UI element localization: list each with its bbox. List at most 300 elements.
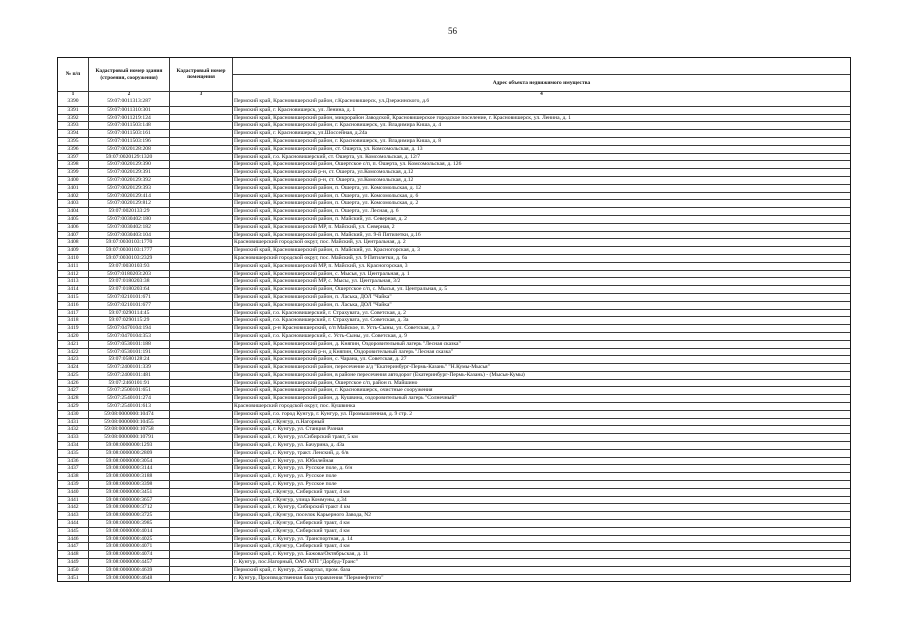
room-cadastral-number xyxy=(169,536,232,543)
room-cadastral-number xyxy=(169,98,232,106)
row-number: 3447 xyxy=(67,543,79,550)
building-cadastral-number: 59:07:0011219:124 xyxy=(88,115,169,122)
room-cadastral-number xyxy=(169,263,232,270)
building-cadastral-number: 59:07:0020129:393 xyxy=(88,185,169,192)
room-cadastral-number xyxy=(169,543,232,550)
room-cadastral-number xyxy=(169,395,232,402)
row-number: 3439 xyxy=(67,481,79,488)
table-row xyxy=(58,121,850,129)
room-cadastral-number xyxy=(169,575,232,582)
building-cadastral-number: 59:08:0000000:1293 xyxy=(88,442,169,449)
row-number: 3412 xyxy=(67,270,79,277)
row-number: 3435 xyxy=(67,449,79,456)
header-room-cadastral-number: Кадастровый номер помещения xyxy=(169,58,232,91)
room-cadastral-number xyxy=(169,130,232,137)
room-cadastral-number xyxy=(169,559,232,566)
table-row xyxy=(58,566,850,574)
building-cadastral-number: 59:08:0000000:3985 xyxy=(88,520,169,527)
building-cadastral-number: 59:07:0030103:1777 xyxy=(88,247,169,254)
property-address: Пермский край, Красновишерский район, п. Майский, ул. Северная, д. 2 xyxy=(232,216,850,223)
row-number: 3395 xyxy=(67,137,79,144)
building-cadastral-number: 59:08:0000000:3451 xyxy=(88,489,169,496)
row-number: 3445 xyxy=(67,527,79,534)
table-row xyxy=(58,535,850,543)
header-row-number: № п/п xyxy=(65,71,81,78)
building-cadastral-number: 59:07:2400101:481 xyxy=(88,372,169,379)
table-row xyxy=(58,223,850,231)
row-number: 3408 xyxy=(67,239,79,246)
building-cadastral-number: 59:07:0011503:161 xyxy=(88,130,169,137)
row-number: 3432 xyxy=(67,426,79,433)
building-cadastral-number: 59:08:0000000:3712 xyxy=(88,504,169,511)
property-address: Пермский край, г.о. Красновишерский, г. Страхувата, ул. Советская, д. 3а xyxy=(232,317,850,324)
table-row xyxy=(58,519,850,527)
column-numbers-row xyxy=(58,91,850,98)
row-number: 3415 xyxy=(67,293,79,300)
row-number: 3409 xyxy=(67,247,79,254)
table-row xyxy=(58,106,850,114)
property-address: Пермский край, г. Кунгур, ул.Сибирский тракт, 5 км xyxy=(232,434,850,441)
table-row xyxy=(58,480,850,488)
table-row xyxy=(58,433,850,441)
row-number: 3411 xyxy=(67,262,79,269)
property-address: Пермский край, Красновишерский район, п. Ошерта, ул. Комсомольская, д. 6 xyxy=(232,193,850,200)
building-cadastral-number: 59:08:0000000:10791 xyxy=(88,434,169,441)
row-number: 3407 xyxy=(67,231,79,238)
table-row xyxy=(58,254,850,262)
building-cadastral-number: 59:08:0000000:3657 xyxy=(88,497,169,504)
building-cadastral-number: 59:08:0000000:2809 xyxy=(88,450,169,457)
table-row xyxy=(58,511,850,519)
table-row xyxy=(58,410,850,418)
building-cadastral-number: 59:08:0000000:4025 xyxy=(88,536,169,543)
table-row xyxy=(58,145,850,153)
row-number: 3414 xyxy=(67,286,79,293)
property-address: Пермский край, Красновишерский район, Ошертское с/п, с. Мысья, ул. Центральная, д. 5 xyxy=(232,286,850,293)
row-number: 3433 xyxy=(67,434,79,441)
row-number: 3424 xyxy=(67,364,79,371)
room-cadastral-number xyxy=(169,310,232,317)
room-cadastral-number xyxy=(169,341,232,348)
table-row xyxy=(58,441,850,449)
room-cadastral-number xyxy=(169,426,232,433)
building-cadastral-number: 59:07:2540101:613 xyxy=(88,403,169,410)
property-address: Пермский край, г.Кунгур, Сибирский тракт, 4 км xyxy=(232,543,850,550)
row-number: 3429 xyxy=(67,403,79,410)
row-number: 3431 xyxy=(67,418,79,425)
table-row xyxy=(58,503,850,511)
table-row xyxy=(58,371,850,379)
property-address: Пермский край, Красновишерский МР, п. Майский, ул. Красногорская, 3 xyxy=(232,263,850,270)
building-cadastral-number: 59:07:0020129:812 xyxy=(88,200,169,207)
building-cadastral-number: 59:08:0000000:4074 xyxy=(88,551,169,558)
table-row xyxy=(58,340,850,348)
property-address: Пермский край, Красновишерский р-н, д Княпин, Оздоровительный лагерь "Лесная сказка" xyxy=(232,349,850,356)
building-cadastral-number: 59:08:0000000:4014 xyxy=(88,528,169,535)
row-number: 3437 xyxy=(67,465,79,472)
room-cadastral-number xyxy=(169,567,232,574)
room-cadastral-number xyxy=(169,380,232,387)
building-cadastral-number: 59:07:2500101:651 xyxy=(88,387,169,394)
table-row xyxy=(58,542,850,550)
property-address: Пермский край, г.Кунгур, п.Нагорный xyxy=(232,419,850,426)
property-address: Пермский край, г. Кунгур, ул. Русское поле, д. 6/н xyxy=(232,465,850,472)
row-number: 3398 xyxy=(67,161,79,168)
row-number: 3449 xyxy=(67,559,79,566)
property-address: Пермский край, г.Кунгур, Сибирский тракт, 4 км xyxy=(232,520,850,527)
room-cadastral-number xyxy=(169,387,232,394)
header-address-group xyxy=(232,58,850,91)
room-cadastral-number xyxy=(169,138,232,145)
row-number: 3410 xyxy=(67,254,79,261)
building-cadastral-number: 59:08:0000000:3398 xyxy=(88,481,169,488)
table-header xyxy=(58,58,850,91)
row-number: 3392 xyxy=(67,114,79,121)
room-cadastral-number xyxy=(169,481,232,488)
table-row xyxy=(58,215,850,223)
table-row xyxy=(58,129,850,137)
table-row xyxy=(58,262,850,270)
table-row xyxy=(58,98,850,106)
property-address: Пермский край, Красновишерский МР, п. Майский, ул. Северная, 2 xyxy=(232,224,850,231)
row-number: 3421 xyxy=(67,340,79,347)
row-number: 3397 xyxy=(67,153,79,160)
property-address: Пермский край, г. Кунгур, Сибирский тракт 4 км xyxy=(232,504,850,511)
building-cadastral-number: 59:08:0000000:4071 xyxy=(88,543,169,550)
table-row xyxy=(58,270,850,278)
table-row xyxy=(58,153,850,161)
property-address: Пермский край, Красновишерский р-н, ст. Ошерта, ул.Комсомольская, д.12 xyxy=(232,169,850,176)
building-cadastral-number: 59:07:0290114:45 xyxy=(88,310,169,317)
room-cadastral-number xyxy=(169,372,232,379)
table-body xyxy=(58,98,850,581)
property-address: Пермский край, Красновишерский район, п. Ошерта, ул. Комсомольская, д. 2 xyxy=(232,200,850,207)
property-address: Красновишерский городской округ, пос. Майский, ул. 9 Пятилетки, д. 6а xyxy=(232,255,850,262)
row-number: 3440 xyxy=(67,488,79,495)
table-row xyxy=(58,316,850,324)
building-cadastral-number: 59:07:0020129:390 xyxy=(88,161,169,168)
table-row xyxy=(58,199,850,207)
row-number: 3443 xyxy=(67,512,79,519)
property-address: Пермский край, Красновишерский район, ст. Ошерта, ул. Комсомольская, д. 13 xyxy=(232,146,850,153)
building-cadastral-number: 59:07:0030103:2329 xyxy=(88,255,169,262)
table-row xyxy=(58,527,850,535)
table-row xyxy=(58,363,850,371)
building-cadastral-number: 59:08:0000000:10455 xyxy=(88,419,169,426)
building-cadastral-number: 59:07:0470104:353 xyxy=(88,333,169,340)
table-row xyxy=(58,301,850,309)
building-cadastral-number: 59:07:0020128:208 xyxy=(88,146,169,153)
room-cadastral-number xyxy=(169,504,232,511)
property-address: Красновишерский городской округ, пос. Кушвинка xyxy=(232,403,850,410)
property-address: Пермский край, Красновишерский район, г.Красновишерск, ул.Дзержинского, д.6 xyxy=(232,98,850,106)
building-cadastral-number: 59:07:0180203:203 xyxy=(88,271,169,278)
building-cadastral-number: 59:07:0030103:1770 xyxy=(88,239,169,246)
header-building-cadastral-number: Кадастровый номер здания (строения, сооружения) xyxy=(88,58,169,91)
property-address: Пермский край, Красновишерский район, п. Ошерта, ул. Лесная, д. 6 xyxy=(232,208,850,215)
row-number: 3425 xyxy=(67,371,79,378)
property-address: Пермский край, Красновишерский район, Ошертское с/п, район п. Майшино xyxy=(232,380,850,387)
property-address: Пермский край, г. Красновишерск, ул. Ленина, д. 1 xyxy=(232,107,850,114)
room-cadastral-number xyxy=(169,177,232,184)
property-address: Пермский край, г.Кунгур, Сибирский тракт, 4 км xyxy=(232,528,850,535)
row-number: 3444 xyxy=(67,520,79,527)
table-row xyxy=(58,309,850,317)
room-cadastral-number xyxy=(169,333,232,340)
column-number: 3 xyxy=(169,92,232,98)
table-row xyxy=(58,192,850,200)
header-address-top xyxy=(233,58,850,75)
property-address: Пермский край, г.о. Красновишерский, с. Усть-Сыны, ул. Советская, д. 9 xyxy=(232,333,850,340)
room-cadastral-number xyxy=(169,286,232,293)
building-cadastral-number: 59:08:0000000:3144 xyxy=(88,465,169,472)
property-address: Пермский край, г. Кунгур, ул. Бачурина, д. 43а xyxy=(232,442,850,449)
row-number: 3426 xyxy=(67,379,79,386)
building-cadastral-number: 59:07:0580128:24 xyxy=(88,356,169,363)
table-row xyxy=(58,550,850,558)
table-row xyxy=(58,574,850,582)
header-address: Адрес объекта недвижимого имущества xyxy=(492,79,591,86)
room-cadastral-number xyxy=(169,146,232,153)
row-number: 3401 xyxy=(67,184,79,191)
building-cadastral-number: 59:07:0210101:677 xyxy=(88,302,169,309)
room-cadastral-number xyxy=(169,528,232,535)
room-cadastral-number xyxy=(169,232,232,239)
building-cadastral-number: 59:07:0470104:194 xyxy=(88,325,169,332)
property-address: Пермский край, Красновишерский район, п. Ласька, ДОЛ "Чайка" xyxy=(232,294,850,301)
property-address: Пермский край, г. Кунгур, ул. Станция Разная xyxy=(232,426,850,433)
table-row xyxy=(58,285,850,293)
room-cadastral-number xyxy=(169,520,232,527)
property-address: Пермский край, Красновишерский район, г. Красновишерск, ул. Владимира Киша, д. 4 xyxy=(232,122,850,129)
row-number: 3405 xyxy=(67,215,79,222)
table-row xyxy=(58,184,850,192)
table-row xyxy=(58,176,850,184)
room-cadastral-number xyxy=(169,497,232,504)
table-row xyxy=(58,449,850,457)
room-cadastral-number xyxy=(169,200,232,207)
room-cadastral-number xyxy=(169,473,232,480)
building-cadastral-number: 59:08:0000000:10474 xyxy=(88,411,169,418)
property-address: Пермский край, Красновишерский МР, с. Мысы, ул. Центральная, 3/2 xyxy=(232,278,850,285)
column-number: 2 xyxy=(88,92,169,98)
room-cadastral-number xyxy=(169,442,232,449)
row-number: 3404 xyxy=(67,208,79,215)
room-cadastral-number xyxy=(169,434,232,441)
row-number: 3441 xyxy=(67,496,79,503)
property-address: Пермский край, г.о. город Кунгур, г. Кунгур, ул. Промышленная, д. 9 стр. 2 xyxy=(232,411,850,418)
row-number: 3390 xyxy=(67,98,79,104)
row-number: 3391 xyxy=(67,106,79,113)
row-number: 3417 xyxy=(67,309,79,316)
table-row xyxy=(58,558,850,566)
table-row xyxy=(58,293,850,301)
row-number: 3446 xyxy=(67,535,79,542)
table-row xyxy=(58,207,850,215)
property-address: Пермский край, г. Кунгур, тракт. Ленский, д. 6/в xyxy=(232,450,850,457)
table-row xyxy=(58,246,850,254)
row-number: 3436 xyxy=(67,457,79,464)
property-address: Пермский край, Красновишерский район, п. Майский, ул. Красногорская, д. 3 xyxy=(232,247,850,254)
room-cadastral-number xyxy=(169,107,232,114)
row-number: 3416 xyxy=(67,301,79,308)
property-address: Пермский край, Красновишерский район, с. Чарана, ул. Советская, д. 27 xyxy=(232,356,850,363)
room-cadastral-number xyxy=(169,411,232,418)
building-cadastral-number: 59:07:0020129:392 xyxy=(88,177,169,184)
room-cadastral-number xyxy=(169,403,232,410)
property-address: Пермский край, Красновишерский район, д. Кушвина, оздоровительный лагерь "Солнечный" xyxy=(232,395,850,402)
building-cadastral-number: 59:08:0000000:3054 xyxy=(88,458,169,465)
row-number: 3403 xyxy=(67,200,79,207)
property-address: Пермский край, р-н Красновишерский, с/п Майское, п. Усть-Сыны, ул. Советская, д. 7 xyxy=(232,325,850,332)
table-row xyxy=(58,457,850,465)
room-cadastral-number xyxy=(169,317,232,324)
room-cadastral-number xyxy=(169,271,232,278)
room-cadastral-number xyxy=(169,216,232,223)
row-number: 3450 xyxy=(67,566,79,573)
room-cadastral-number xyxy=(169,224,232,231)
table-row xyxy=(58,324,850,332)
building-cadastral-number: 59:07:0290115:29 xyxy=(88,317,169,324)
property-address: Пермский край, г. Кунгур, ул. Русское поле xyxy=(232,481,850,488)
table-row xyxy=(58,277,850,285)
room-cadastral-number xyxy=(169,161,232,168)
property-table xyxy=(57,57,851,582)
property-address: Пермский край, Красновишерский район, п. Ласька, ДОЛ "Чайка" xyxy=(232,302,850,309)
property-address: Пермский край, г.о. Красновишерский, г. Страхувата, ул. Советская, д. 2 xyxy=(232,310,850,317)
property-address: Пермский край, г.Кунгур, Сибирский тракт, 4 км xyxy=(232,489,850,496)
table-row xyxy=(58,402,850,410)
row-number: 3396 xyxy=(67,145,79,152)
room-cadastral-number xyxy=(169,169,232,176)
property-address: Пермский край, Красновишерский район, г. Красновишерск, ул. Владимира Киша, д. 8 xyxy=(232,138,850,145)
table-row xyxy=(58,114,850,122)
building-cadastral-number: 59:08:0000000:10758 xyxy=(88,426,169,433)
property-address: Пермский край, Красновишерский район, г. Красновишерск, очистные сооружения xyxy=(232,387,850,394)
property-address: г. Кунгур, пос.Нагорный, ОАО АТП "Дорбуд-Транс" xyxy=(232,559,850,566)
row-number: 3418 xyxy=(67,317,79,324)
room-cadastral-number xyxy=(169,115,232,122)
property-address: Пермский край, г. Кунгур, ул. Бажова/Октябрьская, д. 11 xyxy=(232,551,850,558)
property-address: Пермский край, Красновишерский р-н, ст. Ошерта, ул.Комсомольская, д.12 xyxy=(232,177,850,184)
row-number: 3430 xyxy=(67,410,79,417)
room-cadastral-number xyxy=(169,278,232,285)
page-number: 56 xyxy=(448,26,457,36)
row-number: 3428 xyxy=(67,395,79,402)
row-number: 3434 xyxy=(67,442,79,449)
table-row xyxy=(58,160,850,168)
building-cadastral-number: 59:08:0000000:4648 xyxy=(88,575,169,582)
room-cadastral-number xyxy=(169,208,232,215)
table-row xyxy=(58,231,850,239)
property-address: Пермский край, Красновишерский район, в районе пересечения автодорог (Екатеринбург-Пермь-Казань) - (Мысья-Кумы) xyxy=(232,372,850,379)
row-number: 3420 xyxy=(67,332,79,339)
building-cadastral-number: 59:07:0030402:180 xyxy=(88,216,169,223)
property-address: Пермский край, г. Кунгур, ул. Юбилейная xyxy=(232,458,850,465)
room-cadastral-number xyxy=(169,551,232,558)
table-row xyxy=(58,418,850,426)
property-address: Пермский край, г.о. Красновишерский, ст. Ошерта, ул. Комсомольская, д. 12/7 xyxy=(232,154,850,161)
building-cadastral-number: 59:08:0000000:3188 xyxy=(88,473,169,480)
room-cadastral-number xyxy=(169,512,232,519)
table-row xyxy=(58,386,850,394)
table-row xyxy=(58,496,850,504)
building-cadastral-number: 59:07:0530101:188 xyxy=(88,341,169,348)
table-row xyxy=(58,488,850,496)
property-address: Пермский край, Красновишерский район, п. Ошерта, ул. Комсомольская, д. 12 xyxy=(232,185,850,192)
building-cadastral-number: 59:07:0030103:93 xyxy=(88,263,169,270)
building-cadastral-number: 59:07:0011313:287 xyxy=(88,98,169,106)
building-cadastral-number: 59:07:0530101:191 xyxy=(88,349,169,356)
property-address: Пермский край, Красновишерский район, микрорайон Заводской, Красновишерское городское поселение, г. Красновишерск, ул. Ленина, д. 1 xyxy=(232,115,850,122)
property-address: Пермский край, Красновишерский район, д. Княпин, Оздоровительный лагерь "Лесная сказка" xyxy=(232,341,850,348)
row-number: 3402 xyxy=(67,192,79,199)
room-cadastral-number xyxy=(169,239,232,246)
building-cadastral-number: 59:07:0180203:64 xyxy=(88,286,169,293)
row-number: 3400 xyxy=(67,176,79,183)
building-cadastral-number: 59:07:0011503:196 xyxy=(88,138,169,145)
property-address: Пермский край, г. Кунгур, ул. Транспортная, д. 14 xyxy=(232,536,850,543)
row-number: 3394 xyxy=(67,130,79,137)
room-cadastral-number xyxy=(169,154,232,161)
room-cadastral-number xyxy=(169,185,232,192)
building-cadastral-number: 59:07:0011503:148 xyxy=(88,122,169,129)
row-number: 3399 xyxy=(67,169,79,176)
building-cadastral-number: 59:07:2400101:339 xyxy=(88,364,169,371)
table-row xyxy=(58,472,850,480)
property-address: Пермский край, Красновишерский район, пересечение а/д "Екатеринбург-Пермь-Казань" "Н.Кумы-Мысья" xyxy=(232,364,850,371)
property-address: Красновишерский городской округ, пос. Майский, ул. Центральная, д. 2 xyxy=(232,239,850,246)
property-address: Пермский край, г. Красновишерск, ул.Шоссейная, д.24а xyxy=(232,130,850,137)
building-cadastral-number: 59:07:2460101:91 xyxy=(88,380,169,387)
table-row xyxy=(58,425,850,433)
room-cadastral-number xyxy=(169,294,232,301)
building-cadastral-number: 59:07:0030402:182 xyxy=(88,224,169,231)
room-cadastral-number xyxy=(169,450,232,457)
room-cadastral-number xyxy=(169,465,232,472)
property-address: Пермский край, г.Кунгур, поселок Карьерного Завода, N2 xyxy=(232,512,850,519)
room-cadastral-number xyxy=(169,247,232,254)
table-row xyxy=(58,348,850,356)
building-cadastral-number: 59:07:0030403:104 xyxy=(88,232,169,239)
property-address: Пермский край, Красновишерский район, п. Майский, ул. 9-й Пятилетки, д.16 xyxy=(232,232,850,239)
row-number: 3451 xyxy=(67,574,79,581)
property-address: Пермский край, г. Кунгур, ул. Русское поле xyxy=(232,473,850,480)
building-cadastral-number: 59:07:0020129:414 xyxy=(88,193,169,200)
row-number: 3393 xyxy=(67,122,79,129)
row-number: 3442 xyxy=(67,504,79,511)
property-address: Пермский край, г.Кунгур, улица Коммуны, д.34 xyxy=(232,497,850,504)
row-number: 3438 xyxy=(67,473,79,480)
room-cadastral-number xyxy=(169,193,232,200)
building-cadastral-number: 59:08:0000000:4457 xyxy=(88,559,169,566)
property-address: Пермский край, Красновишерский район, с. Мысья, ул. Центральная, д. 1 xyxy=(232,271,850,278)
column-number: 4 xyxy=(232,92,850,98)
room-cadastral-number xyxy=(169,356,232,363)
building-cadastral-number: 59:07:0011310:301 xyxy=(88,107,169,114)
room-cadastral-number xyxy=(169,419,232,426)
row-number: 3423 xyxy=(67,356,79,363)
room-cadastral-number xyxy=(169,364,232,371)
property-address: Пермский край, Красновишерский район, Ошертское с/п, п. Ошерта, ул. Комсомольская, д. 126 xyxy=(232,161,850,168)
property-address: г. Кунгур, Производственная база управления "Пермнефтепто" xyxy=(232,575,850,582)
building-cadastral-number: 59:07:0210101:671 xyxy=(88,294,169,301)
room-cadastral-number xyxy=(169,349,232,356)
building-cadastral-number: 59:07:0020129:391 xyxy=(88,169,169,176)
building-cadastral-number: 59:08:0000000:4639 xyxy=(88,567,169,574)
table-row xyxy=(58,379,850,387)
room-cadastral-number xyxy=(169,458,232,465)
